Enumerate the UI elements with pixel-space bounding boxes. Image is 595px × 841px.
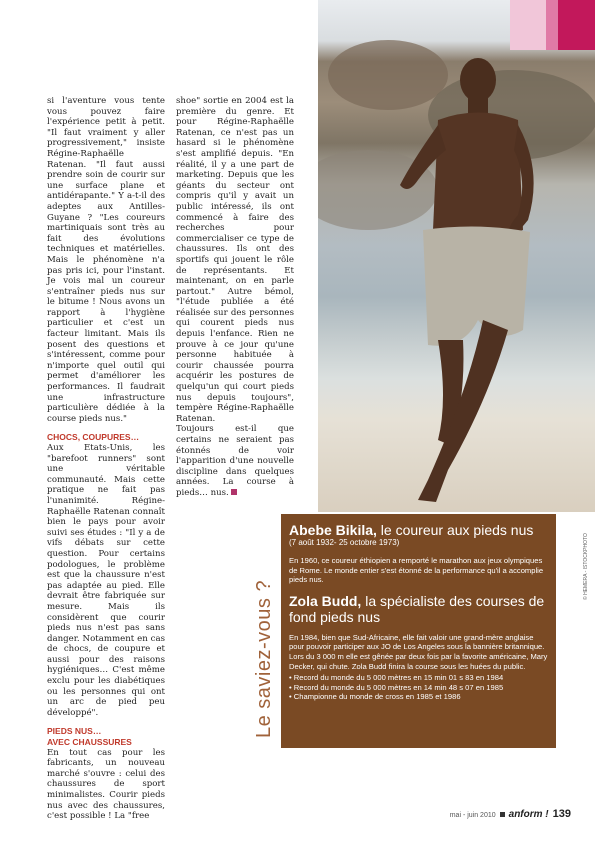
box-heading-1	[289, 522, 548, 538]
subheading-pieds-nus: PIEDS NUS…	[47, 726, 102, 737]
subheading-chocs: CHOCS, COUPURES…	[47, 432, 140, 443]
subheading-avec-chaussures: AVEC CHAUSSURES	[47, 737, 132, 748]
box-dates: (7 août 1932- 25 octobre 1973)	[289, 538, 400, 547]
paragraph: shoe" sortie en 2004 est la première du genre. Et pour Régine-Raphaëlle Ratenan, ce n'est pas un hasard si le phénomène s'est amplifié depuis. "En réalité, il y a une part de marketing. Depuis que les géants du secteur ont compris qu'il y avait un public intéressé, ils ont commencé à faire des recherches pour commercialiser ce type de chaussures. Ils ont des sportifs qui jouent le rôle de représentants. Et maintenant, on en parle partout." Autre bémol, "l'étude publiée a été réalisée sur des personnes qui courent pieds nus depuis l'enfance. Rien ne prouve à ce jour qu'une personne habituée à courir chaussée pourra acquérir les postures de quelqu'un qui court pieds nus depuis toujours", tempère Régine-Raphaëlle Ratenan.	[176, 96, 294, 424]
records-list	[289, 673, 548, 702]
photo-credit: © HEMERA - ISTOCKPHOTO	[583, 533, 589, 600]
issue-date: mai - juin 2010	[449, 812, 496, 819]
page-footer	[450, 808, 571, 820]
paragraph-text: Toujours est-il que certains ne seraient pas étonnés de voir l'apparition d'une nouvelle discipline dans quelques années. La course à pieds… nus.	[176, 424, 294, 498]
info-box	[281, 514, 556, 748]
paragraph-ending	[176, 424, 294, 498]
decorative-block	[510, 0, 546, 50]
paragraph: Aux Etats-Unis, les "barefoot runners" sont une véritable communauté. Mais cette pratique ne fait pas l'unanimité. Régine-Raphaëlle Ratenan connaît bien le pays pour avoir suivi ses études : "Il y a de vifs débats sur cette question. Pour certains podologues, le problème est que la chaussure n'est pas adaptée au pied. Elle devrait être fabriquée sur mesure. Mais ils considèrent que courir pieds nus n'est pas sans danger. Notamment en cas de chocs, de coupure et aussi pour des raisons hygiéniques… C'est même exclu pour les diabétiques ou les personnes qui ont un arc de pied peu développé".	[47, 443, 165, 718]
box-heading-2	[289, 593, 548, 625]
box-vertical-title: Le saviez-vous ?	[253, 579, 275, 738]
box-paragraph: En 1984, bien que Sud-Africaine, elle fait valoir une grand-mère anglaise pour pouvoir participer aux JO de Los Angeles sous la bannière britannique. Lors du 3 000 m elle est gênée par deux fois par la favorite américaine, Mary Decker, qui chute. Zola Budd finira la course sous les huées du public.	[289, 632, 548, 671]
list-item: • Record du monde du 5 000 mètres en 14 min 48 s 07 en 1985	[289, 683, 548, 693]
runner-photo	[318, 0, 595, 512]
heading-name: Zola Budd,	[289, 592, 362, 609]
list-item: • Record du monde du 5 000 mètres en 15 min 01 s 83 en 1984	[289, 673, 548, 683]
end-mark-icon	[231, 489, 237, 495]
separator-square-icon	[500, 812, 505, 817]
heading-text: le coureur aux pieds nus	[376, 522, 534, 538]
runner-figure	[318, 0, 595, 512]
heading-name: Abebe Bikila,	[289, 522, 377, 538]
decorative-block	[546, 0, 558, 50]
box-paragraph: En 1960, ce coureur éthiopien a remporté le marathon aux jeux olympiques de Rome. Le monde entier s'est étonné de la performance qu'il a accomplie pieds nus.	[289, 556, 544, 585]
paragraph: En tout cas pour les fabricants, un nouveau marché s'ouvre : celui des chaussures de sport minimalistes. Courir pieds nus avec des chaussures, c'est possible ! La "free	[47, 747, 165, 822]
list-item: • Championne du monde de cross en 1985 et 1986	[289, 692, 548, 702]
article-column-2	[176, 96, 294, 499]
page-number: 139	[552, 808, 571, 820]
heading-text: la spécialiste des courses de fond pieds nus	[289, 592, 545, 625]
paragraph: si l'aventure vous tente vous pouvez faire l'expérience petit à petit. "Il faut vraiment y aller progressivement," insiste Régine-Raphaëlle Ratenan. "Il faut aussi prendre soin de courir sur une surface plane et antidérapante." Y a-t-il des adeptes aux Antilles-Guyane ? "Les coureurs martiniquais sont très au fait des évolutions techniques et matérielles. Mais le phénomène n'a pas pris ici, pour l'instant. Je vois mal un coureur s'entraîner pieds nus sur le bitume ! Nous avons un rapport à l'hygiène particulier et c'est un facteur limitant. Mais ils posent des questions et s'intéressent, comme pour n'importe quel outil qui permet d'améliorer les performances. Il faudrait une infrastructure particulière dédiée à la course pieds nus."	[47, 96, 165, 424]
article-column-1	[47, 96, 165, 822]
decorative-block	[558, 0, 595, 50]
magazine-name: anform !	[508, 809, 549, 820]
